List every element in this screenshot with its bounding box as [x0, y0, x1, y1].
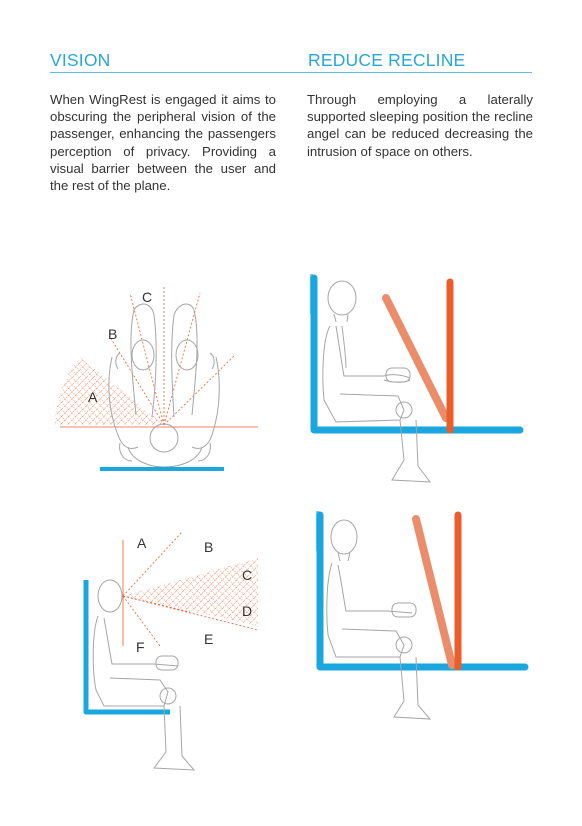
seat-reduced-headrest: [316, 511, 319, 551]
recline-body: Through employing a laterally supported sleeping position the recline angel can be reduced decreasing the intrusion of space on others.: [307, 92, 533, 159]
recline-bar-upright: [386, 298, 446, 418]
top-label-c: C: [142, 289, 153, 305]
side-label-e: E: [204, 631, 214, 647]
seat-edge-top-view: [100, 467, 224, 471]
heading-divider: [50, 72, 532, 73]
passenger-reduced-outline: [327, 520, 430, 719]
passenger-upright-outline: [323, 281, 430, 482]
seat-upright-headrest: [310, 274, 313, 314]
top-label-a: A: [88, 389, 98, 405]
vision-side-view-figure: [70, 520, 275, 780]
recline-bar-reduced: [416, 519, 452, 665]
recline-reduced-figure: [300, 505, 535, 727]
passenger-side-outline: [93, 580, 194, 770]
vision-field-a-crosshatch: [55, 357, 164, 425]
side-label-c: C: [242, 567, 253, 583]
recline-heading: REDUCE RECLINE: [308, 50, 466, 70]
vision-heading: VISION: [50, 50, 111, 70]
side-label-b: B: [204, 539, 214, 555]
vision-field-cd-crosshatch: [123, 558, 258, 626]
recline-upright-figure: [300, 270, 535, 492]
side-label-f: F: [136, 639, 145, 655]
top-label-b: B: [108, 326, 118, 342]
vision-top-view-figure: [40, 275, 270, 480]
vision-body: When WingRest is engaged it aims to obscuring the peripheral vision of the passenger, enhancing the passengers perception of privacy. Providing a visual barrier between the user and the rest of the plane.: [50, 92, 276, 194]
side-label-a: A: [137, 535, 147, 551]
side-label-d: D: [242, 603, 253, 619]
